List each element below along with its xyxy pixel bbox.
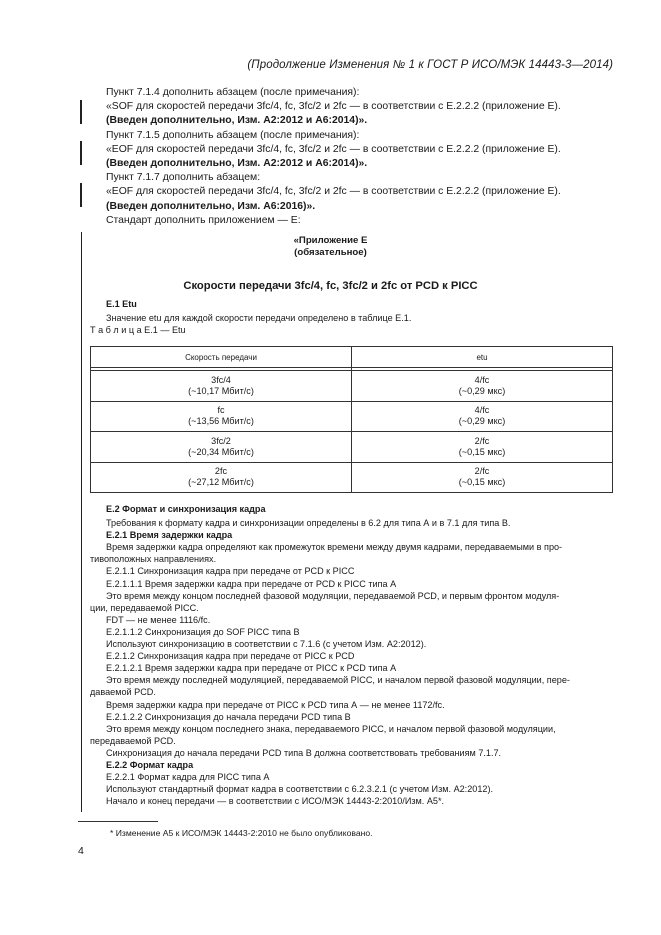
change-bar-appendix xyxy=(81,232,82,812)
para-cont: передаваемой PCD. xyxy=(90,735,176,746)
change-bar xyxy=(80,100,82,124)
etu-value: 2/fc xyxy=(474,435,490,446)
etu-value: 4/fc xyxy=(474,374,490,385)
e22-heading: Е.2.2 Формат кадра xyxy=(106,759,194,770)
para: Е.2.1.1.1 Время задержки кадра при передаче от PCD к PICC типа А xyxy=(106,578,397,589)
rate-mbit: (~13,56 Мбит/с) xyxy=(188,416,254,427)
col-header-rate: Скорость передачи xyxy=(91,347,352,368)
amend-line: Пункт 7.1.4 дополнить абзацем (после примечания): xyxy=(106,87,360,98)
rate-value: fc xyxy=(217,405,225,416)
e2-section xyxy=(90,503,613,807)
footnote-rule xyxy=(78,821,158,822)
e21-heading: Е.2.1 Время задержки кадра xyxy=(106,530,233,541)
rate-mbit: (~10,17 Мбит/с) xyxy=(188,385,254,396)
etu-value: 2/fc xyxy=(474,466,490,477)
amendment-block xyxy=(106,86,613,228)
amend-line: Пункт 7.1.7 дополнить абзацем: xyxy=(106,172,261,184)
para: Синхронизация до начала передачи PCD типа В должна соответствовать требованиям 7.1.7. xyxy=(106,747,502,758)
amend-line: «SOF для скоростей передачи 3fc/4, fc, 3fc/2 и 2fc — в соответствии с Е.2.2.2 (приложение Е). xyxy=(106,101,561,113)
table-row xyxy=(91,462,613,493)
para: Е.2.1.2 Синхронизация кадра при передаче от PICC к PCD xyxy=(106,651,355,662)
col-header-etu: etu xyxy=(352,347,613,368)
appendix-title: Скорости передачи 3fc/4, fc, 3fc/2 и 2fc от PCD к PICC xyxy=(183,280,478,292)
para: Е.2.1.2.1 Время задержки кадра при передаче от PICC к PCD типа А xyxy=(106,663,397,674)
table-caption: Т а б л и ц а Е.1 — Etu xyxy=(90,325,186,336)
table-row xyxy=(91,401,613,432)
para-cont: ции, передаваемой PICC. xyxy=(90,602,199,613)
appendix-kind: (обязательное) xyxy=(294,247,367,258)
etu-us: (~0,29 мкс) xyxy=(458,416,506,427)
para: Это время между последней модуляцией, передаваемой PICC, и началом первой фазовой модуляции, пере- xyxy=(106,675,570,686)
para-cont: тивоположных направлениях. xyxy=(90,554,217,565)
para: Используют синхронизацию в соответствии с 7.1.6 (с учетом Изм. А2:2012). xyxy=(106,639,427,650)
e1-heading: E.1 Etu xyxy=(106,299,137,309)
amend-note: (Введен дополнительно, Изм. А6:2016)». xyxy=(106,200,316,212)
amend-line: Стандарт дополнить приложением — Е: xyxy=(106,214,301,226)
etu-us: (~0,29 мкс) xyxy=(458,385,506,396)
appendix-name: «Приложение Е xyxy=(293,235,368,246)
para: Используют стандартный формат кадра в соответствии с 6.2.3.2.1 (с учетом Изм. А2:2012). xyxy=(106,784,493,795)
para: FDT — не менее 1116/fc. xyxy=(106,614,211,625)
rate-value: 3fc/2 xyxy=(211,435,231,446)
para: Е.2.1.1 Синхронизация кадра при передаче от PCD к PICC xyxy=(106,566,355,577)
para: Это время между концом последнего знака, передаваемого PICC, и началом первой фазовой модуляции, xyxy=(106,723,556,734)
amend-line: «EOF для скоростей передачи 3fc/4, fc, 3fc/2 и 2fc — в соответствии с Е.2.2.2 (приложение Е). xyxy=(106,143,561,155)
rate-mbit: (~20,34 Мбит/с) xyxy=(188,446,254,457)
e1-section xyxy=(90,298,613,336)
rate-mbit: (~27,12 Мбит/с) xyxy=(188,477,254,488)
etu-value: 4/fc xyxy=(474,405,490,416)
e2-heading: Е.2 Формат и синхронизация кадра xyxy=(106,504,266,514)
e1-intro: Значение etu для каждой скорости передачи определено в таблице Е.1. xyxy=(106,313,412,324)
etu-table xyxy=(90,346,613,493)
para: Начало и конец передачи — в соответствии с ИСО/МЭК 14443-2:2010/Изм. А5*. xyxy=(106,796,445,807)
change-bar xyxy=(80,183,82,207)
change-bar xyxy=(80,141,82,165)
rate-value: 3fc/4 xyxy=(211,374,231,385)
para-cont: даваемой PCD. xyxy=(90,687,156,698)
page-number: 4 xyxy=(78,845,84,857)
amend-note: (Введен дополнительно, Изм. А2:2012 и А6:2014)». xyxy=(106,115,368,127)
amend-note: (Введен дополнительно, Изм. А2:2012 и А6:2014)». xyxy=(106,158,368,170)
para: Время задержки кадра определяют как промежуток времени между двумя кадрами, передаваемыми в про- xyxy=(106,542,563,553)
etu-us: (~0,15 мкс) xyxy=(458,446,506,457)
table-row xyxy=(91,432,613,463)
rate-value: 2fc xyxy=(214,466,228,477)
para: Требования к формату кадра и синхронизации определены в 6.2 для типа А и в 7.1 для типа В. xyxy=(106,518,511,529)
para: Е.2.2.1 Формат кадра для PICC типа А xyxy=(106,772,270,783)
running-header: (Продолжение Изменения № 1 к ГОСТ Р ИСО/МЭК 14443-3—2014) xyxy=(247,59,613,71)
etu-us: (~0,15 мкс) xyxy=(458,477,506,488)
amend-line: Пункт 7.1.5 дополнить абзацем (после примечания): xyxy=(106,129,360,141)
amend-line: «EOF для скоростей передачи 3fc/4, fc, 3fc/2 и 2fc — в соответствии с Е.2.2.2 (приложение Е). xyxy=(106,186,561,198)
table-row xyxy=(91,371,613,402)
para: Е.2.1.2.2 Синхронизация до начала передачи PCD типа В xyxy=(106,711,351,722)
para: Е.2.1.1.2 Синхронизация до SOF PICC типа В xyxy=(106,626,300,637)
para: Это время между концом последней фазовой модуляции, передаваемой PCD, и первым фронтом модуля- xyxy=(106,590,560,601)
para: Время задержки кадра при передаче от PICC к PCD типа А — не менее 1172/fc. xyxy=(106,699,445,710)
footnote: * Изменение А5 к ИСО/МЭК 14443-2:2010 не было опубликовано. xyxy=(110,828,373,838)
